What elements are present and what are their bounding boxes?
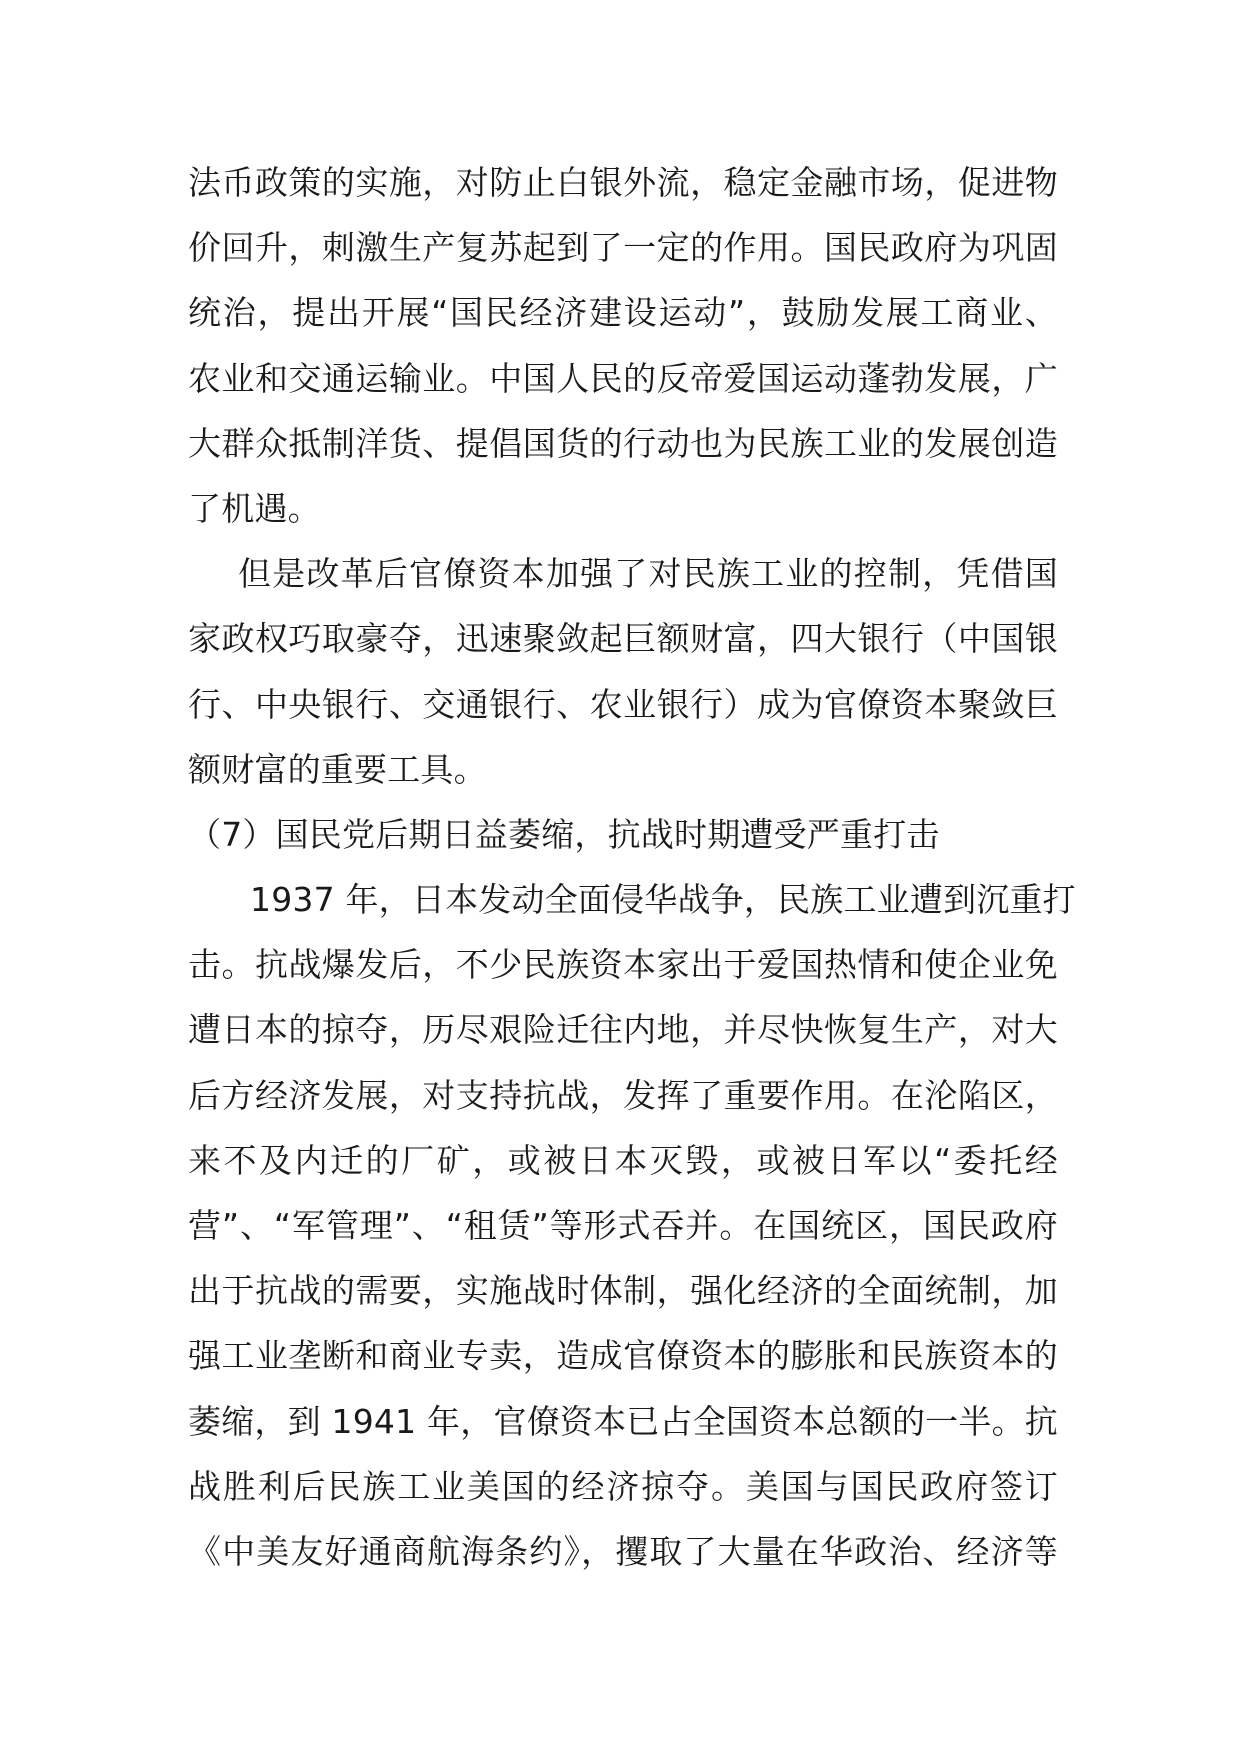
text-line: 统治，提出开展“国民经济建设运动”，鼓励发展工商业、 (188, 293, 1058, 333)
text-line: 强工业垄断和商业专卖，造成官僚资本的膨胀和民族资本的 (188, 1336, 1058, 1376)
text-line: 大群众抵制洋货、提倡国货的行动也为民族工业的发展创造 (188, 423, 1058, 463)
text-line: 但是改革后官僚资本加强了对民族工业的控制，凭借国 (238, 554, 1058, 594)
text-line: 价回升，刺激生产复苏起到了一定的作用。国民政府为巩固 (188, 228, 1058, 268)
paragraph-3 (188, 867, 1076, 1584)
text-line: 额财富的重要工具。 (188, 749, 487, 789)
text-line: 家政权巧取豪夺，迅速聚敛起巨额财富，四大银行（中国银 (188, 619, 1058, 659)
text-line: 击。抗战爆发后，不少民族资本家出于爱国热情和使企业免 (188, 945, 1058, 985)
text-line: 萎缩，到 1941 年，官僚资本已占全国资本总额的一半。抗 (188, 1401, 1058, 1441)
text-line: 出于抗战的需要，实施战时体制，强化经济的全面统制，加 (188, 1271, 1058, 1311)
text-line: 遭日本的掠夺，历尽艰险迁往内地，并尽快恢复生产，对大 (188, 1010, 1058, 1050)
text-line: 后方经济发展，对支持抗战，发挥了重要作用。在沦陷区， (188, 1075, 1058, 1115)
text-line: 1937 年，日本发动全面侵华战争，民族工业遭到沉重打 (250, 880, 1076, 920)
text-line: 战胜利后民族工业美国的经济掠夺。美国与国民政府签订 (188, 1466, 1058, 1506)
text-line: 法币政策的实施，对防止白银外流，稳定金融市场，促进物 (188, 163, 1058, 202)
paragraph-2 (188, 541, 1058, 802)
paragraph-1 (188, 150, 1058, 541)
text-line: 来不及内迁的厂矿，或被日本灭毁，或被日军以“委托经 (188, 1140, 1058, 1180)
text-line: 行、中央银行、交通银行、农业银行）成为官僚资本聚敛巨 (188, 684, 1058, 724)
document-page (188, 150, 1076, 1584)
text-line: 了机遇。 (188, 488, 321, 528)
section-heading: （7）国民党后期日益萎缩，抗战时期遭受严重打击 (188, 814, 940, 854)
text-line: 《中美友好通商航海条约》，攫取了大量在华政治、经济等 (188, 1531, 1058, 1571)
text-line: 农业和交通运输业。中国人民的反帝爱国运动蓬勃发展，广 (188, 358, 1058, 398)
text-line: 营”、“军管理”、“租赁”等形式吞并。在国统区，国民政府 (188, 1206, 1058, 1245)
